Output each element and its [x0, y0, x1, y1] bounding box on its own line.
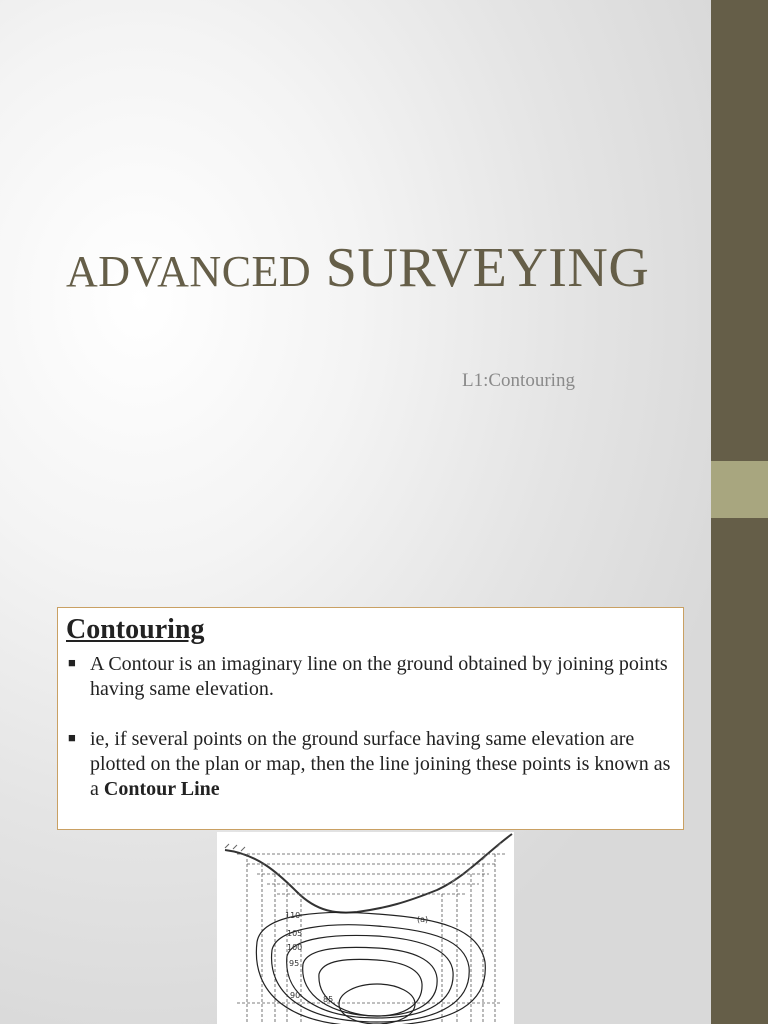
contour-label-85: 85 — [323, 995, 334, 1004]
bullet-text-explanation: ie, if several points on the ground surface having same elevation are plotted on the plan or map, then the line joining these points is known as a — [90, 728, 671, 800]
bullet-emphasis-contour-line: Contour Line — [103, 778, 220, 800]
slide-subtitle: L1:Contouring — [462, 370, 575, 391]
contour-label-90: 90 — [290, 991, 301, 1000]
contour-label-110: 110 — [285, 911, 301, 920]
slide-title — [66, 236, 649, 300]
bullet-text-definition: A Contour is an imaginary line on the ground obtained by joining points having same elevation. — [90, 653, 668, 700]
contour-label-95: 95 — [289, 959, 300, 968]
contour-diagram-svg — [217, 832, 514, 1024]
bullet-square-icon: ■ — [68, 730, 76, 745]
contour-label-105: 105 — [287, 929, 303, 938]
bullet-item-explanation — [66, 727, 678, 802]
bullet-item-definition — [66, 652, 678, 702]
panel-label: (a) — [417, 915, 429, 924]
bullet-list — [66, 652, 678, 802]
title-word-advanced: ADVANCED — [66, 247, 312, 296]
ground-profile-line — [225, 834, 512, 913]
card-heading: Contouring — [66, 614, 205, 645]
contouring-card — [57, 607, 684, 830]
side-accent-block — [711, 461, 768, 518]
bullet-square-icon: ■ — [68, 655, 76, 670]
contour-diagram — [217, 832, 514, 1024]
contour-label-100: 100 — [287, 943, 303, 952]
level-lines — [237, 854, 505, 1003]
title-word-surveying: SURVEYING — [325, 237, 650, 299]
